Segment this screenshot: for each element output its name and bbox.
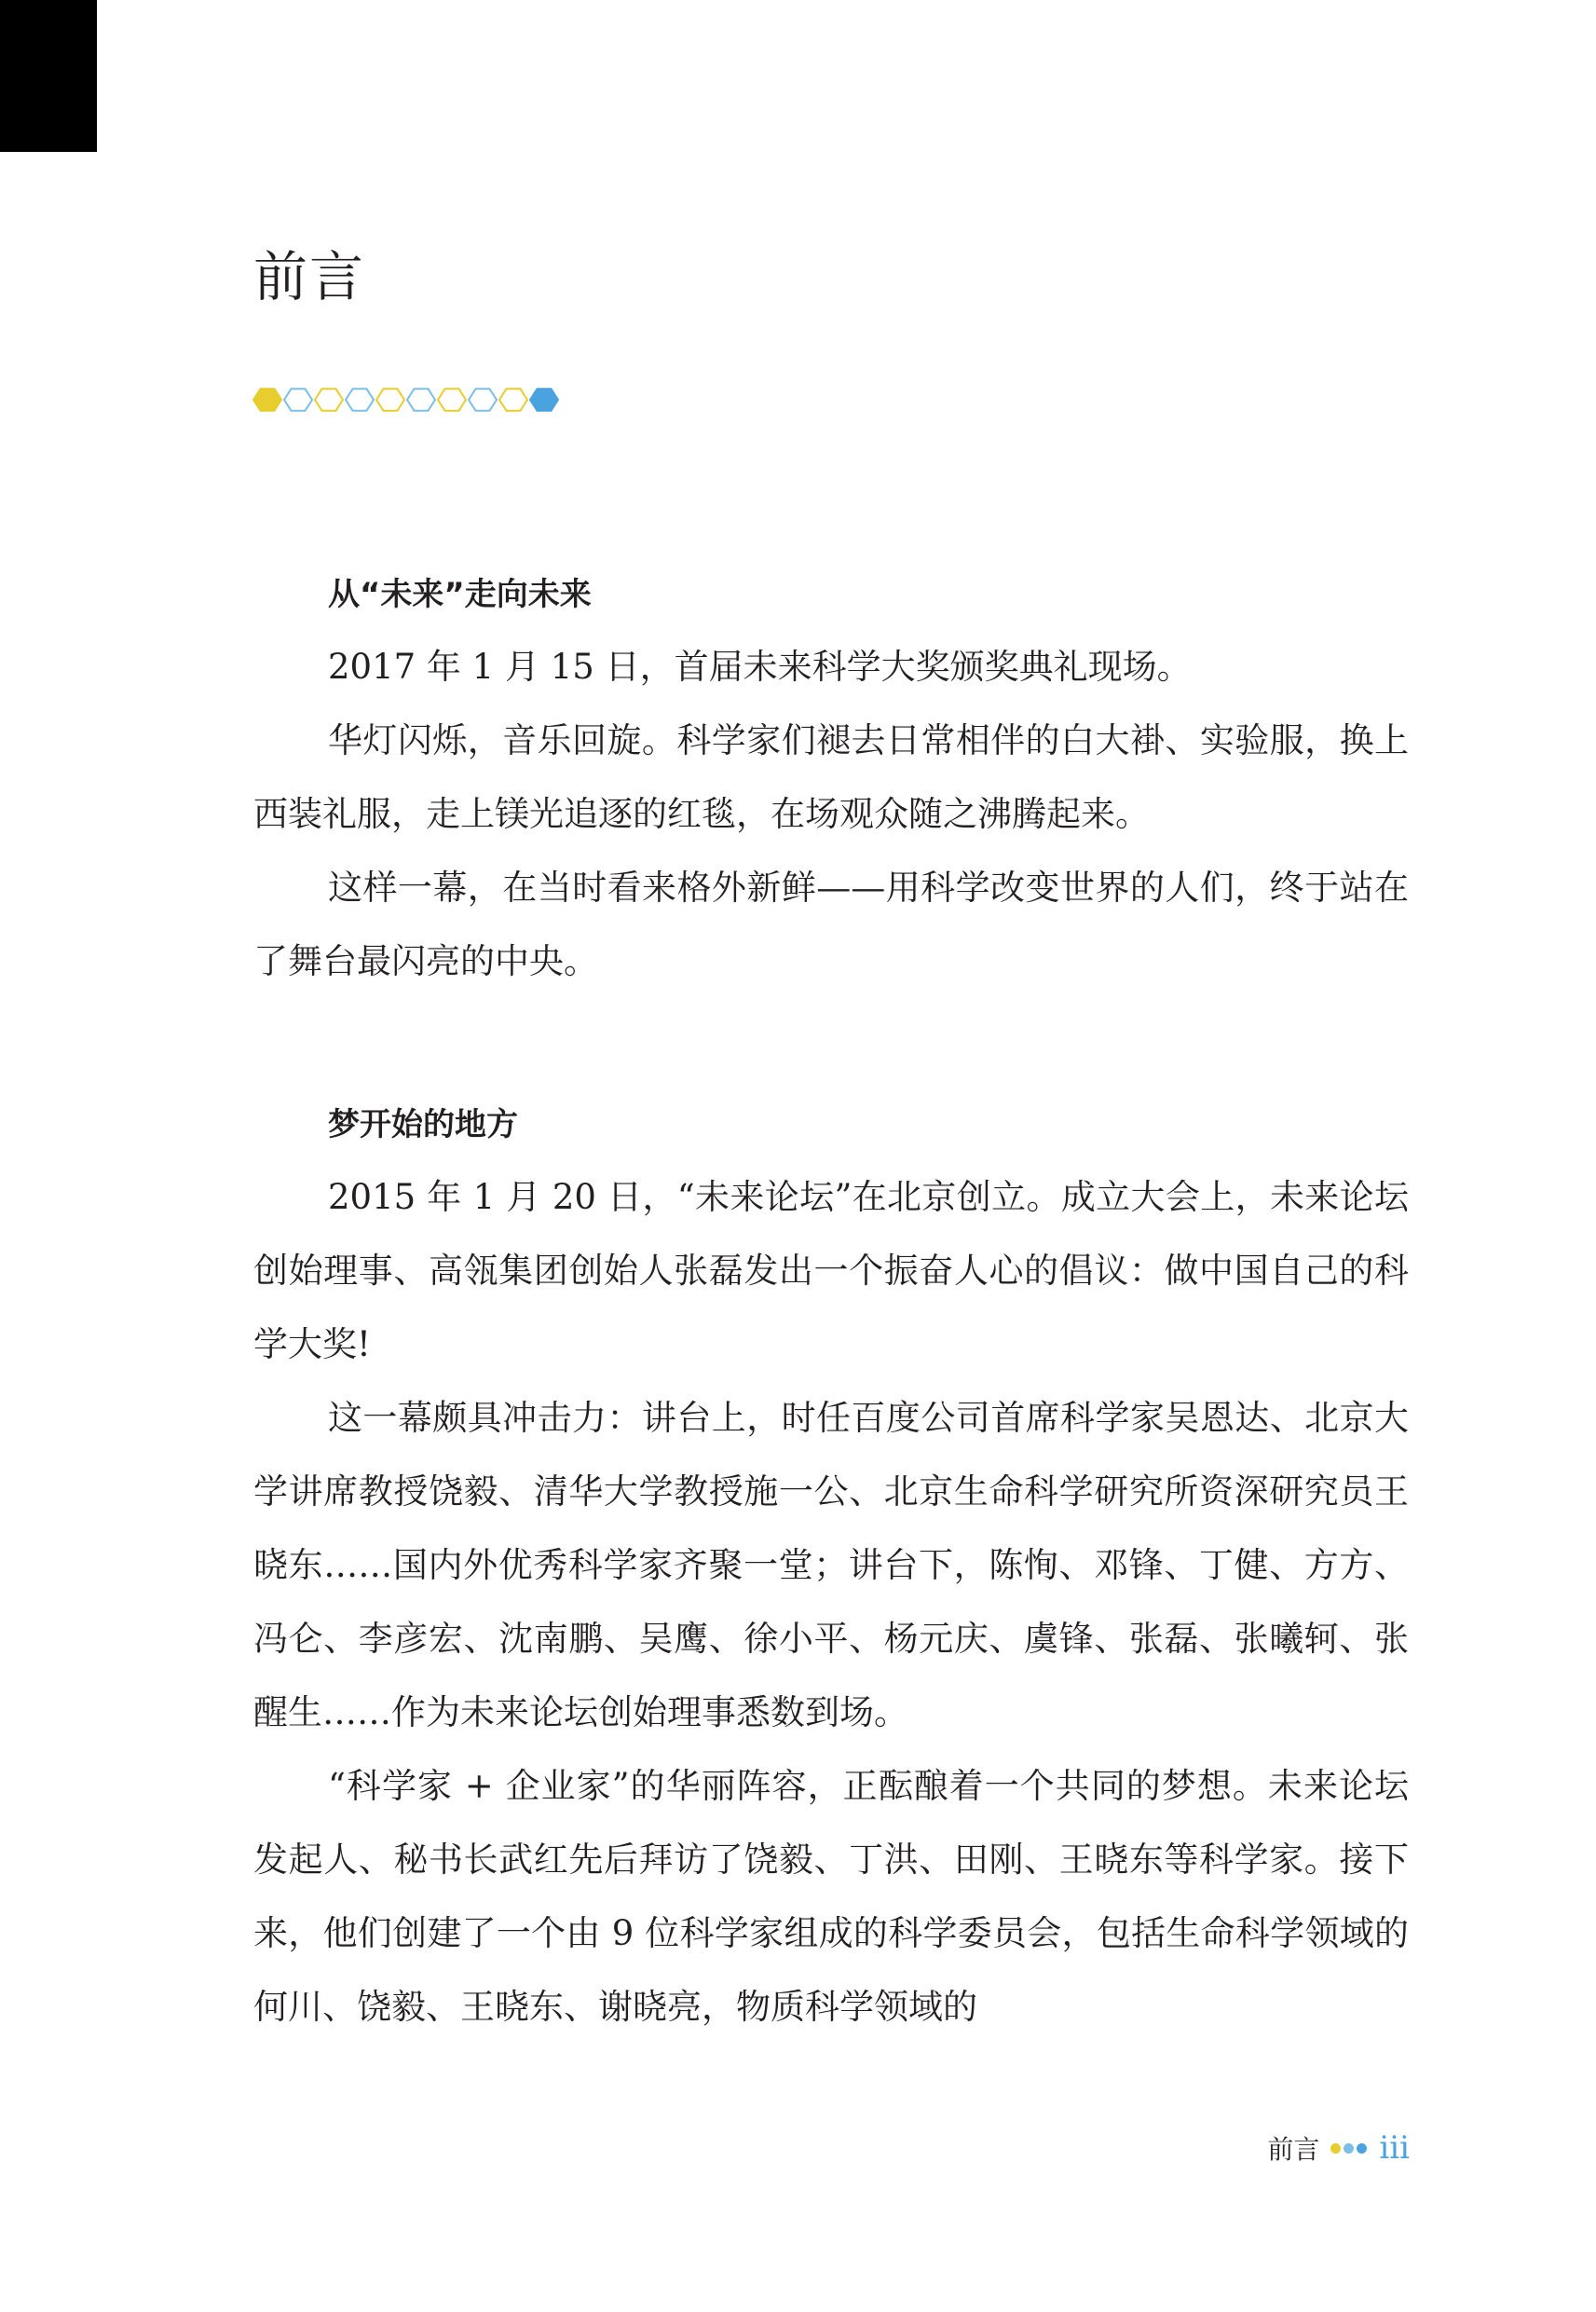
section-heading: 梦开始的地方 (328, 1106, 518, 1143)
hexagon-icon (469, 389, 497, 410)
dot-icon (1330, 2143, 1341, 2154)
hexagon-decoration (252, 379, 568, 420)
hexagon-icon (315, 389, 343, 410)
hexagon-icon (530, 389, 558, 410)
hexagon-icon (407, 389, 435, 410)
page-number: iii (1379, 2129, 1410, 2167)
dot-icon (1344, 2143, 1354, 2154)
section-1 (253, 559, 1409, 998)
corner-block (0, 0, 97, 152)
paragraph: “科学家 + 企业家”的华丽阵容，正酝酿着一个共同的梦想。未来论坛发起人、秘书长武红先后拜访了饶毅、丁洪、田刚、王晓东等科学家。接下来，他们创建了一个由 9 位科学家组成的科学委员会，包括生命科学领域的何川、饶毅、王晓东、谢晓亮，物质科学领域的 (253, 1766, 1409, 2027)
chapter-title: 前言 (253, 245, 366, 308)
hexagon-icon (376, 389, 404, 410)
paragraph: 华灯闪烁，音乐回旋。科学家们褪去日常相伴的白大褂、实验服，换上西装礼服，走上镁光追逐的红毯，在场观众随之沸腾起来。 (253, 720, 1409, 834)
paragraph: 这一幕颇具冲击力：讲台上，时任百度公司首席科学家吴恩达、北京大学讲席教授饶毅、清华大学教授施一公、北京生命科学研究所资深研究员王晓东……国内外优秀科学家齐聚一堂；讲台下，陈恂、邓锋、丁健、方方、冯仑、李彦宏、沈南鹏、吴鹰、徐小平、杨元庆、虞锋、张磊、张曦轲、张醒生……作为未来论坛创始理事悉数到场。 (253, 1398, 1409, 1732)
paragraph: 这样一幕，在当时看来格外新鲜——用科学改变世界的人们，终于站在了舞台最闪亮的中央。 (253, 868, 1409, 981)
hexagon-icon (499, 389, 527, 410)
section-heading: 从“未来”走向未来 (328, 576, 592, 613)
hexagon-icon (253, 389, 281, 410)
hexagon-icon (284, 389, 312, 410)
footer-dots-icon (1330, 2143, 1370, 2154)
footer-label: 前言 (1267, 2134, 1320, 2165)
section-gap (253, 998, 1409, 1089)
dot-icon (1357, 2143, 1367, 2154)
paragraph: 2017 年 1 月 15 日，首届未来科学大奖颁奖典礼现场。 (328, 647, 1192, 687)
paragraph: 2015 年 1 月 20 日，“未来论坛”在北京创立。成立大会上，未来论坛创始理事、高瓴集团创始人张磊发出一个振奋人心的倡议：做中国自己的科学大奖! (253, 1177, 1409, 1364)
hexagon-icon (438, 389, 466, 410)
hexagon-icon (346, 389, 374, 410)
section-2 (253, 1089, 1409, 2044)
page-footer (1267, 2125, 1410, 2171)
main-content (253, 559, 1409, 2044)
